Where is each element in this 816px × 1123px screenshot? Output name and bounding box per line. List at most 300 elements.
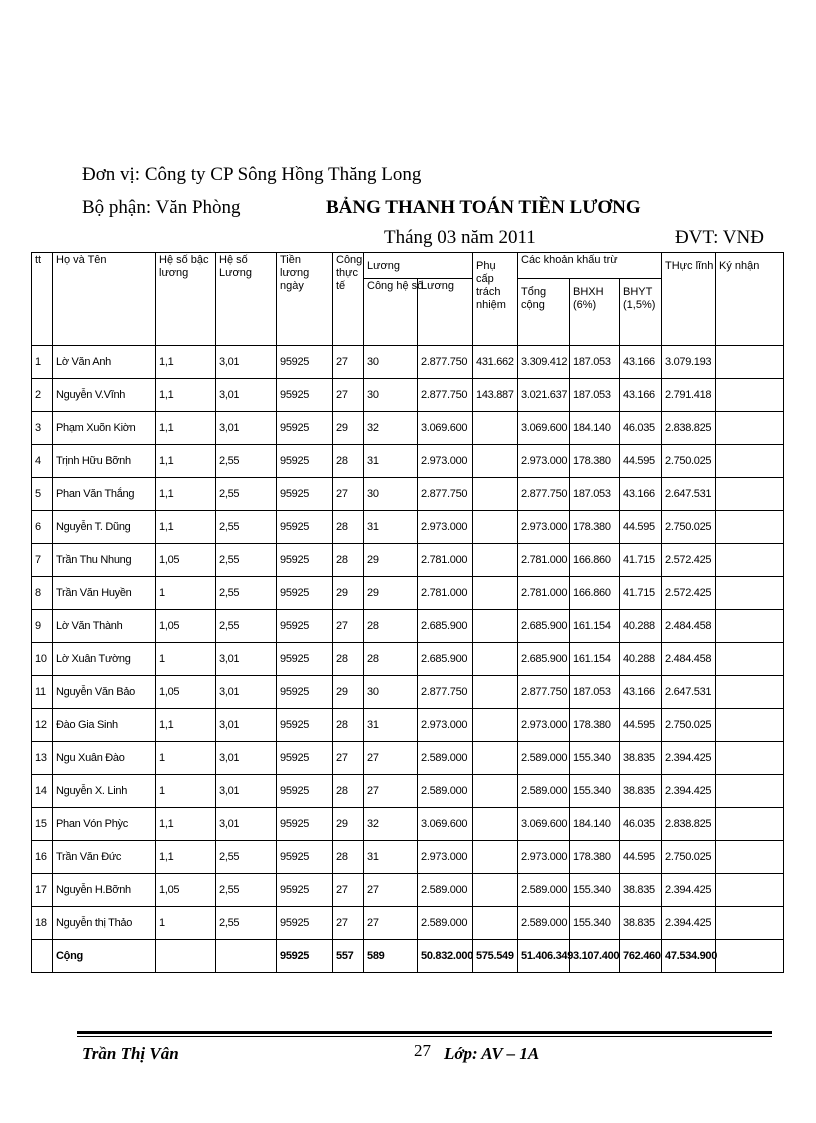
cell-bhxh: 184.140 [570, 808, 620, 841]
cell-bhyt: 43.166 [620, 478, 662, 511]
table-row [32, 478, 784, 511]
total-allowance: 575.549 [473, 940, 518, 973]
cell-allowance [473, 445, 518, 478]
cell-net-pay: 2.394.425 [662, 742, 716, 775]
cell-coef-days: 30 [364, 379, 418, 412]
cell-coef-days: 30 [364, 346, 418, 379]
cell-deduct-total: 3.021.637 [518, 379, 570, 412]
table-row [32, 544, 784, 577]
currency-unit: ĐVT: VNĐ [675, 227, 764, 248]
cell-deduct-total: 2.685.900 [518, 610, 570, 643]
cell-salary-coef: 2,55 [216, 841, 277, 874]
cell-bhxh: 155.340 [570, 742, 620, 775]
cell-signature [716, 379, 784, 412]
cell-coef-days: 30 [364, 676, 418, 709]
cell-bhyt: 46.035 [620, 412, 662, 445]
header-allowance-label: Phụ cấp trách nhiệm [476, 260, 506, 311]
cell-rank-coef: 1,1 [156, 346, 216, 379]
cell-daily-wage: 95925 [277, 544, 333, 577]
cell-tt: 9 [32, 610, 53, 643]
cell-deduct-total: 2.973.000 [518, 709, 570, 742]
cell-salary: 2.877.750 [418, 478, 473, 511]
header-name: Họ và Tên [53, 253, 156, 346]
header-bhyt-label: BHYT (1,5%) [623, 286, 656, 311]
total-name: Cộng [53, 940, 156, 973]
cell-daily-wage: 95925 [277, 874, 333, 907]
footer-class: Lớp: AV – 1A [444, 1044, 540, 1063]
total-net-pay: 47.534.900 [662, 940, 716, 973]
cell-salary-coef: 3,01 [216, 742, 277, 775]
cell-bhyt: 44.595 [620, 841, 662, 874]
cell-name: Đào Gia Sinh [53, 709, 156, 742]
cell-rank-coef: 1,1 [156, 808, 216, 841]
footer-rule-thick [77, 1031, 772, 1034]
cell-tt: 12 [32, 709, 53, 742]
cell-coef-days: 32 [364, 808, 418, 841]
total-daily-wage: 95925 [277, 940, 333, 973]
cell-daily-wage: 95925 [277, 412, 333, 445]
cell-name: Trần Văn Đức [53, 841, 156, 874]
cell-rank-coef: 1,1 [156, 478, 216, 511]
header-bhxh [570, 279, 620, 346]
company-unit: Đơn vị: Công ty CP Sông Hồng Thăng Long [82, 164, 422, 185]
cell-tt: 2 [32, 379, 53, 412]
cell-salary: 2.973.000 [418, 511, 473, 544]
cell-name: Phan Văn Thắng [53, 478, 156, 511]
cell-allowance [473, 544, 518, 577]
cell-signature [716, 874, 784, 907]
cell-net-pay: 2.394.425 [662, 907, 716, 940]
cell-signature [716, 544, 784, 577]
cell-salary: 2.589.000 [418, 742, 473, 775]
cell-coef-days: 31 [364, 445, 418, 478]
cell-net-pay: 2.647.531 [662, 478, 716, 511]
cell-tt: 8 [32, 577, 53, 610]
cell-bhyt: 46.035 [620, 808, 662, 841]
cell-name: Nguyễn V.Vĩnh [53, 379, 156, 412]
cell-salary-coef: 2,55 [216, 445, 277, 478]
cell-daily-wage: 95925 [277, 643, 333, 676]
cell-signature [716, 841, 784, 874]
cell-salary: 2.877.750 [418, 676, 473, 709]
cell-actual-days: 28 [333, 445, 364, 478]
cell-net-pay: 2.572.425 [662, 577, 716, 610]
cell-bhyt: 41.715 [620, 544, 662, 577]
header-deduct-total [518, 279, 570, 346]
cell-salary-coef: 2,55 [216, 577, 277, 610]
cell-bhyt: 38.835 [620, 775, 662, 808]
cell-bhyt: 38.835 [620, 907, 662, 940]
cell-name: Nguyễn T. Dũng [53, 511, 156, 544]
cell-deduct-total: 2.781.000 [518, 577, 570, 610]
cell-salary-coef: 3,01 [216, 676, 277, 709]
cell-tt: 17 [32, 874, 53, 907]
cell-name: Nguyễn thị Thảo [53, 907, 156, 940]
table-row [32, 808, 784, 841]
cell-bhxh: 178.380 [570, 445, 620, 478]
cell-coef-days: 29 [364, 577, 418, 610]
cell-salary-coef: 3,01 [216, 412, 277, 445]
cell-actual-days: 28 [333, 709, 364, 742]
cell-tt: 16 [32, 841, 53, 874]
cell-bhxh: 161.154 [570, 610, 620, 643]
cell-deduct-total: 2.877.750 [518, 676, 570, 709]
cell-actual-days: 27 [333, 610, 364, 643]
cell-rank-coef: 1 [156, 775, 216, 808]
total-actual-days: 557 [333, 940, 364, 973]
cell-bhyt: 38.835 [620, 742, 662, 775]
cell-net-pay: 2.750.025 [662, 841, 716, 874]
cell-net-pay: 2.394.425 [662, 874, 716, 907]
cell-rank-coef: 1 [156, 742, 216, 775]
cell-salary-coef: 3,01 [216, 346, 277, 379]
total-deduct-total: 51.406.349 [518, 940, 570, 973]
cell-net-pay: 2.838.825 [662, 412, 716, 445]
cell-allowance [473, 412, 518, 445]
cell-net-pay: 2.394.425 [662, 775, 716, 808]
cell-rank-coef: 1,1 [156, 511, 216, 544]
cell-actual-days: 27 [333, 874, 364, 907]
cell-name: Lờ Xuân Tường [53, 643, 156, 676]
page-number: 27 [414, 1041, 431, 1060]
cell-signature [716, 907, 784, 940]
cell-daily-wage: 95925 [277, 379, 333, 412]
department: Bộ phận: Văn Phòng [82, 197, 241, 218]
cell-coef-days: 31 [364, 841, 418, 874]
cell-coef-days: 31 [364, 709, 418, 742]
cell-bhyt: 43.166 [620, 676, 662, 709]
cell-salary-coef: 3,01 [216, 775, 277, 808]
cell-actual-days: 28 [333, 544, 364, 577]
cell-tt: 18 [32, 907, 53, 940]
cell-allowance [473, 808, 518, 841]
cell-bhxh: 187.053 [570, 478, 620, 511]
cell-bhyt: 38.835 [620, 874, 662, 907]
cell-salary: 2.685.900 [418, 610, 473, 643]
cell-signature [716, 808, 784, 841]
cell-rank-coef: 1,05 [156, 544, 216, 577]
cell-bhxh: 178.380 [570, 709, 620, 742]
cell-deduct-total: 2.973.000 [518, 841, 570, 874]
cell-daily-wage: 95925 [277, 511, 333, 544]
cell-rank-coef: 1,1 [156, 379, 216, 412]
cell-bhyt: 40.288 [620, 643, 662, 676]
cell-name: Phan Vón Phỳc [53, 808, 156, 841]
footer-rule-thin [77, 1036, 772, 1037]
cell-actual-days: 28 [333, 511, 364, 544]
header-rank-coef: Hệ số bậc lương [156, 253, 216, 346]
cell-tt: 14 [32, 775, 53, 808]
header-salary-coef: Hệ số Lương [216, 253, 277, 346]
cell-actual-days: 28 [333, 775, 364, 808]
cell-bhxh: 184.140 [570, 412, 620, 445]
cell-salary: 3.069.600 [418, 412, 473, 445]
cell-allowance [473, 742, 518, 775]
cell-signature [716, 643, 784, 676]
cell-signature [716, 511, 784, 544]
cell-bhyt: 41.715 [620, 577, 662, 610]
cell-name: Lờ Văn Thành [53, 610, 156, 643]
header-salary-group-label: Lương [367, 260, 400, 272]
table-row [32, 775, 784, 808]
cell-actual-days: 27 [333, 907, 364, 940]
cell-salary-coef: 3,01 [216, 709, 277, 742]
cell-salary: 2.781.000 [418, 577, 473, 610]
header-signature-label: Ký nhận [719, 260, 760, 272]
cell-deduct-total: 3.309.412 [518, 346, 570, 379]
cell-deduct-total: 2.685.900 [518, 643, 570, 676]
cell-name: Ngu Xuân Đào [53, 742, 156, 775]
cell-allowance [473, 643, 518, 676]
cell-signature [716, 412, 784, 445]
cell-actual-days: 29 [333, 676, 364, 709]
cell-salary-coef: 2,55 [216, 544, 277, 577]
cell-coef-days: 32 [364, 412, 418, 445]
header-salary: Lương [418, 279, 473, 346]
cell-net-pay: 2.750.025 [662, 445, 716, 478]
table-row [32, 742, 784, 775]
cell-name: Nguyễn Văn Bảo [53, 676, 156, 709]
cell-name: Nguyễn X. Linh [53, 775, 156, 808]
cell-actual-days: 27 [333, 379, 364, 412]
cell-net-pay: 2.572.425 [662, 544, 716, 577]
cell-net-pay: 3.079.193 [662, 346, 716, 379]
cell-daily-wage: 95925 [277, 676, 333, 709]
cell-daily-wage: 95925 [277, 478, 333, 511]
table-row [32, 445, 784, 478]
cell-actual-days: 27 [333, 742, 364, 775]
cell-tt: 1 [32, 346, 53, 379]
cell-tt: 4 [32, 445, 53, 478]
cell-salary-coef: 2,55 [216, 610, 277, 643]
total-bhyt: 762.460 [620, 940, 662, 973]
table-row [32, 610, 784, 643]
header-coef-days: Công hệ số [364, 279, 418, 346]
cell-salary: 2.877.750 [418, 379, 473, 412]
cell-salary: 2.877.750 [418, 346, 473, 379]
header-deductions-group: Các khoản khấu trừ [518, 253, 662, 279]
cell-actual-days: 28 [333, 643, 364, 676]
cell-name: Trịnh Hữu Bỡnh [53, 445, 156, 478]
cell-allowance [473, 775, 518, 808]
table-row [32, 907, 784, 940]
cell-deduct-total: 2.589.000 [518, 775, 570, 808]
cell-daily-wage: 95925 [277, 907, 333, 940]
cell-coef-days: 29 [364, 544, 418, 577]
cell-bhxh: 178.380 [570, 841, 620, 874]
cell-bhxh: 161.154 [570, 643, 620, 676]
cell-coef-days: 27 [364, 874, 418, 907]
cell-signature [716, 445, 784, 478]
total-tt [32, 940, 53, 973]
cell-rank-coef: 1,1 [156, 709, 216, 742]
cell-rank-coef: 1 [156, 577, 216, 610]
cell-salary: 2.781.000 [418, 544, 473, 577]
header-bhyt [620, 279, 662, 346]
cell-deduct-total: 2.589.000 [518, 907, 570, 940]
cell-signature [716, 478, 784, 511]
total-bhxh: 3.107.400 [570, 940, 620, 973]
payroll-body [32, 346, 784, 973]
total-salary-coef [216, 940, 277, 973]
cell-coef-days: 27 [364, 907, 418, 940]
cell-daily-wage: 95925 [277, 445, 333, 478]
footer-author: Trần Thị Vân [82, 1044, 179, 1063]
cell-salary: 2.589.000 [418, 907, 473, 940]
cell-signature [716, 610, 784, 643]
table-row [32, 841, 784, 874]
cell-allowance [473, 610, 518, 643]
cell-tt: 11 [32, 676, 53, 709]
cell-actual-days: 29 [333, 412, 364, 445]
cell-allowance [473, 874, 518, 907]
cell-salary: 2.973.000 [418, 709, 473, 742]
cell-tt: 13 [32, 742, 53, 775]
cell-signature [716, 676, 784, 709]
cell-salary-coef: 2,55 [216, 478, 277, 511]
table-row [32, 346, 784, 379]
cell-bhyt: 44.595 [620, 511, 662, 544]
cell-signature [716, 775, 784, 808]
cell-rank-coef: 1,1 [156, 445, 216, 478]
cell-deduct-total: 2.589.000 [518, 874, 570, 907]
cell-allowance [473, 511, 518, 544]
cell-deduct-total: 2.877.750 [518, 478, 570, 511]
cell-actual-days: 27 [333, 346, 364, 379]
cell-coef-days: 28 [364, 610, 418, 643]
table-row [32, 577, 784, 610]
cell-rank-coef: 1,1 [156, 412, 216, 445]
cell-bhxh: 187.053 [570, 676, 620, 709]
cell-coef-days: 31 [364, 511, 418, 544]
cell-salary: 2.685.900 [418, 643, 473, 676]
cell-actual-days: 28 [333, 841, 364, 874]
cell-net-pay: 2.750.025 [662, 511, 716, 544]
cell-rank-coef: 1 [156, 907, 216, 940]
cell-salary: 2.973.000 [418, 445, 473, 478]
table-row [32, 379, 784, 412]
cell-bhyt: 43.166 [620, 346, 662, 379]
cell-tt: 15 [32, 808, 53, 841]
cell-name: Lờ Văn Anh [53, 346, 156, 379]
cell-salary-coef: 2,55 [216, 874, 277, 907]
cell-salary-coef: 3,01 [216, 808, 277, 841]
cell-rank-coef: 1,1 [156, 841, 216, 874]
total-signature [716, 940, 784, 973]
cell-allowance: 431.662 [473, 346, 518, 379]
cell-bhyt: 44.595 [620, 445, 662, 478]
header-deduct-total-label: Tổng cộng [521, 286, 547, 311]
cell-daily-wage: 95925 [277, 841, 333, 874]
cell-net-pay: 2.647.531 [662, 676, 716, 709]
cell-net-pay: 2.484.458 [662, 643, 716, 676]
cell-salary-coef: 3,01 [216, 379, 277, 412]
cell-rank-coef: 1,05 [156, 610, 216, 643]
cell-deduct-total: 2.781.000 [518, 544, 570, 577]
total-coef-days: 589 [364, 940, 418, 973]
cell-signature [716, 346, 784, 379]
table-row [32, 874, 784, 907]
cell-bhyt: 43.166 [620, 379, 662, 412]
period: Tháng 03 năm 2011 [384, 227, 536, 248]
header-daily-wage: Tiền lương ngày [277, 253, 333, 346]
header-net-pay-label: THực lĩnh [665, 260, 714, 272]
cell-bhxh: 155.340 [570, 874, 620, 907]
cell-salary-coef: 3,01 [216, 643, 277, 676]
cell-daily-wage: 95925 [277, 610, 333, 643]
cell-daily-wage: 95925 [277, 577, 333, 610]
header-salary-group [364, 253, 473, 279]
cell-net-pay: 2.484.458 [662, 610, 716, 643]
cell-actual-days: 29 [333, 577, 364, 610]
cell-tt: 10 [32, 643, 53, 676]
cell-actual-days: 27 [333, 478, 364, 511]
cell-rank-coef: 1,05 [156, 676, 216, 709]
cell-deduct-total: 2.973.000 [518, 511, 570, 544]
header-allowance [473, 253, 518, 346]
cell-bhxh: 166.860 [570, 544, 620, 577]
table-row [32, 511, 784, 544]
cell-rank-coef: 1 [156, 643, 216, 676]
cell-allowance [473, 676, 518, 709]
cell-coef-days: 27 [364, 775, 418, 808]
cell-allowance [473, 709, 518, 742]
cell-daily-wage: 95925 [277, 775, 333, 808]
cell-daily-wage: 95925 [277, 709, 333, 742]
table-row [32, 676, 784, 709]
total-rank-coef [156, 940, 216, 973]
cell-tt: 7 [32, 544, 53, 577]
cell-bhxh: 155.340 [570, 907, 620, 940]
cell-net-pay: 2.838.825 [662, 808, 716, 841]
cell-bhxh: 155.340 [570, 775, 620, 808]
table-row [32, 412, 784, 445]
cell-signature [716, 742, 784, 775]
header-signature [716, 253, 784, 346]
cell-deduct-total: 2.973.000 [518, 445, 570, 478]
cell-bhyt: 40.288 [620, 610, 662, 643]
cell-tt: 3 [32, 412, 53, 445]
header-bhxh-label: BHXH (6%) [573, 286, 604, 311]
cell-allowance [473, 478, 518, 511]
cell-tt: 6 [32, 511, 53, 544]
cell-name: Phạm Xuõn Kiờn [53, 412, 156, 445]
cell-daily-wage: 95925 [277, 808, 333, 841]
cell-name: Nguyễn H.Bỡnh [53, 874, 156, 907]
header-actual-days: Công thực tế [333, 253, 364, 346]
cell-net-pay: 2.750.025 [662, 709, 716, 742]
cell-coef-days: 28 [364, 643, 418, 676]
cell-salary: 2.973.000 [418, 841, 473, 874]
header-tt: tt [32, 253, 53, 346]
table-row [32, 643, 784, 676]
document-title: BẢNG THANH TOÁN TIỀN LƯƠNG [326, 197, 641, 218]
cell-allowance [473, 841, 518, 874]
cell-bhxh: 187.053 [570, 346, 620, 379]
header-net-pay [662, 253, 716, 346]
cell-bhyt: 44.595 [620, 709, 662, 742]
cell-rank-coef: 1,05 [156, 874, 216, 907]
cell-coef-days: 27 [364, 742, 418, 775]
cell-daily-wage: 95925 [277, 346, 333, 379]
total-salary: 50.832.000 [418, 940, 473, 973]
cell-allowance: 143.887 [473, 379, 518, 412]
cell-signature [716, 709, 784, 742]
cell-allowance [473, 907, 518, 940]
cell-coef-days: 30 [364, 478, 418, 511]
cell-salary-coef: 2,55 [216, 511, 277, 544]
cell-bhxh: 178.380 [570, 511, 620, 544]
